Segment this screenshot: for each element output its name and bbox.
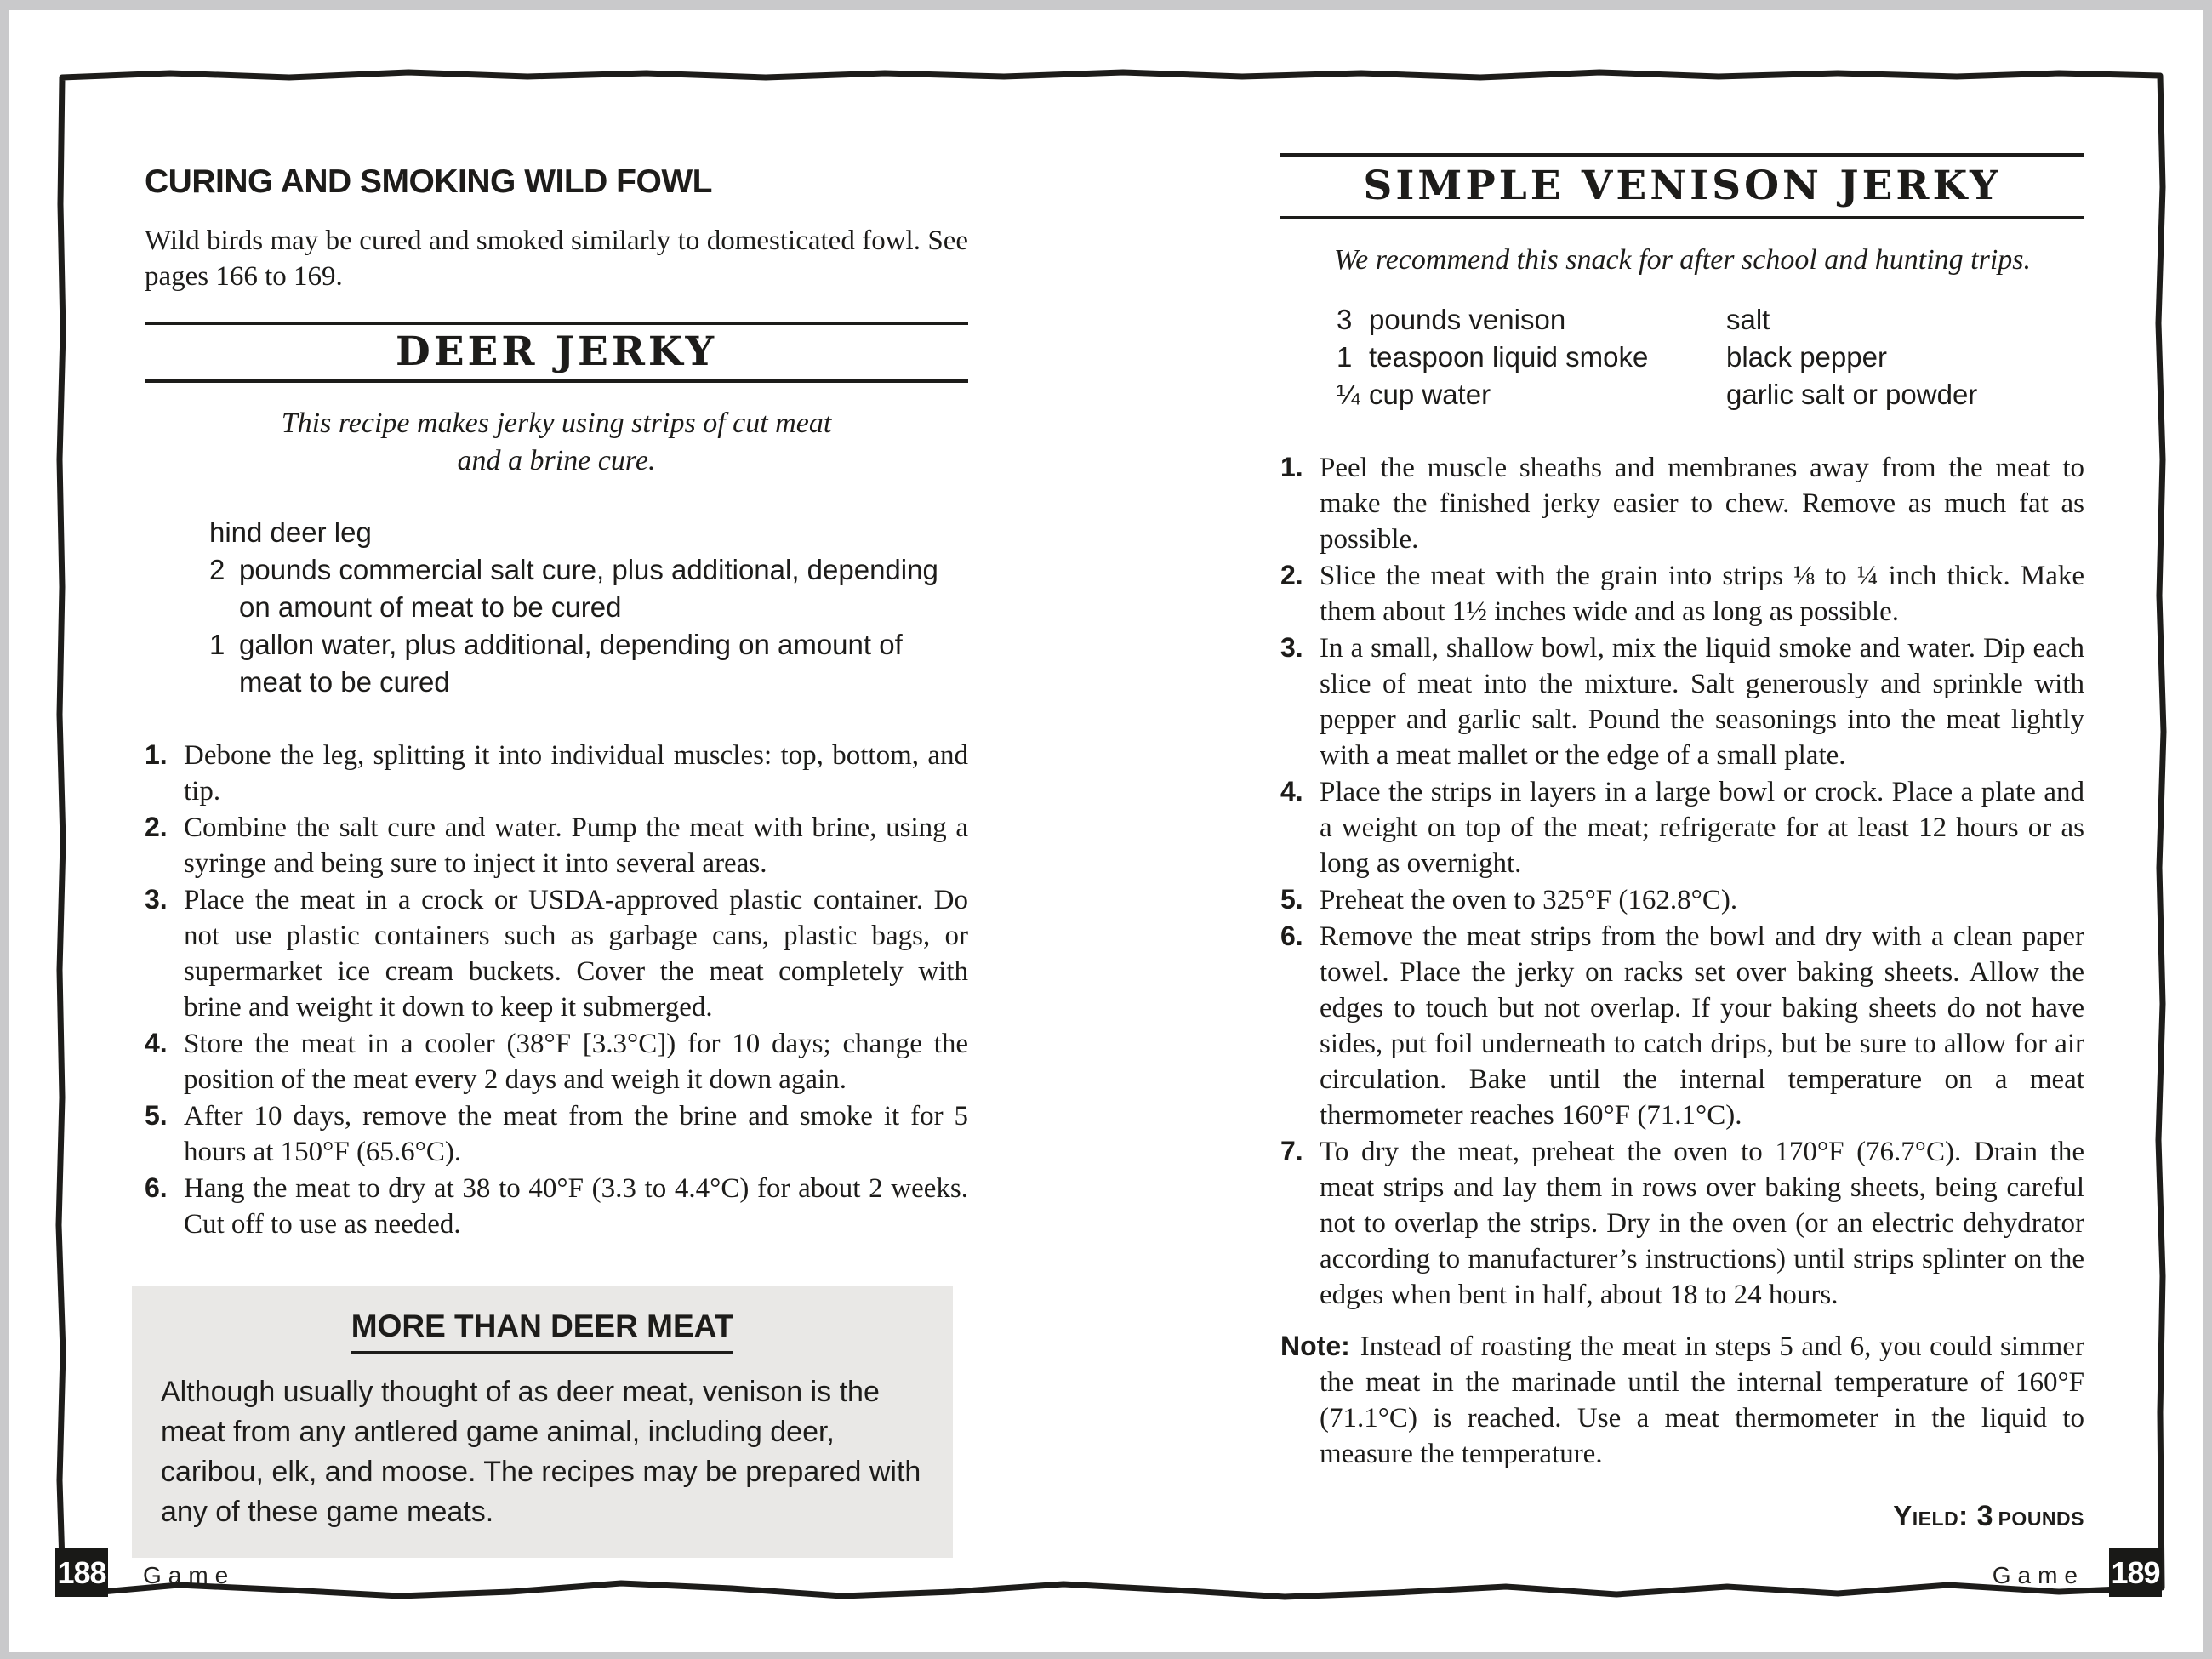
section-intro-paragraph: Wild birds may be cured and smoked similarly to domesticated fowl. See pages 166 to 169.	[145, 225, 968, 292]
recipe-step	[1280, 449, 2084, 557]
recipe-step	[145, 1170, 968, 1242]
recipe-step	[1280, 881, 2084, 918]
step-text: Place the strips in layers in a large bowl or crock. Place a plate and a weight on top of the meat; refrigerate for at least 12 hours or as long as overnight.	[1320, 777, 2084, 879]
recipe-step	[145, 737, 968, 809]
ingredient-quantity: ¼	[1337, 379, 1360, 410]
recipe-step	[1280, 1133, 2084, 1313]
recipe-note	[1280, 1328, 2084, 1472]
recipe-subtitle	[1280, 242, 2084, 279]
step-number: 5.	[1280, 884, 1303, 915]
ingredient-text: hind deer leg	[209, 516, 372, 548]
ingredient-text: cup water	[1369, 379, 1491, 410]
step-number: 6.	[145, 1172, 168, 1203]
ingredient-row	[145, 626, 968, 701]
section-heading: CURING AND SMOKING WILD FOWL	[145, 163, 712, 200]
step-number: 3.	[1280, 632, 1303, 663]
yield-unit: pounds	[1998, 1500, 2084, 1531]
ingredient-list	[145, 514, 968, 701]
right-page-column	[1280, 153, 2084, 1533]
recipe-step	[145, 1025, 968, 1097]
step-text: Combine the salt cure and water. Pump the meat with brine, using a syringe and being sure to inject it into several areas.	[184, 812, 968, 879]
step-number: 6.	[1280, 921, 1303, 951]
ingredient-row	[1280, 339, 2084, 376]
ingredient-text: pounds commercial salt cure, plus additional, depending on amount of meat to be cured	[239, 554, 938, 623]
ingredient-text: salt	[1726, 304, 1770, 335]
note-label: Note:	[1280, 1331, 1350, 1361]
recipe-steps	[145, 737, 968, 1242]
step-text: Preheat the oven to 325°F (162.8°C).	[1320, 885, 1738, 915]
step-text: Remove the meat strips from the bowl and dry with a clean paper towel. Place the jerky on racks set over baking sheets. Allow the edges to touch but not overlap. If your baking sheets do not have sides, put foil underneath to catch drips, but be sure to allow for air circulation. Bake until the internal temperature on a meat thermometer reaches 160°F (71.1°C).	[1320, 921, 2084, 1131]
step-number: 4.	[1280, 776, 1303, 807]
step-number: 1.	[1280, 452, 1303, 482]
step-number: 1.	[145, 739, 168, 770]
recipe-step	[1280, 557, 2084, 630]
recipe-title-rule-block	[1280, 153, 2084, 219]
recipe-step	[145, 809, 968, 881]
ingredient-row	[1280, 376, 2084, 413]
yield-label: Yield:	[1893, 1500, 1969, 1531]
step-number: 4.	[145, 1028, 168, 1058]
recipe-subtitle-line: We recommend this snack for after school and hunting trips.	[1333, 244, 2032, 276]
ingredient-row	[1280, 301, 2084, 339]
sidebar-box-title: MORE THAN DEER MEAT	[351, 1308, 733, 1354]
step-text: Place the meat in a crock or USDA-approved plastic container. Do not use plastic containers such as garbage cans, plastic bags, or supermarket ice cream buckets. Cover the meat completely with brine and weight it down to keep it submerged.	[184, 885, 968, 1023]
ingredient-text: black pepper	[1726, 341, 1887, 373]
ingredient-text: garlic salt or powder	[1726, 379, 1978, 410]
sidebar-box-title-wrap	[161, 1308, 924, 1354]
yield-amount: 3	[1976, 1500, 1993, 1532]
recipe-step	[1280, 773, 2084, 881]
recipe-subtitle-line: and a brine cure.	[457, 445, 656, 476]
recipe-step	[145, 881, 968, 1025]
step-number: 2.	[1280, 560, 1303, 590]
ingredient-row	[145, 551, 968, 626]
recipe-steps	[1280, 449, 2084, 1313]
ingredient-quantity: 1	[209, 629, 225, 660]
recipe-step	[1280, 630, 2084, 773]
recipe-step	[145, 1097, 968, 1170]
step-text: Debone the leg, splitting it into individual muscles: top, bottom, and tip.	[184, 740, 968, 807]
ingredient-list	[1280, 301, 2084, 413]
step-text: Store the meat in a cooler (38°F [3.3°C]) for 10 days; change the position of the meat every 2 days and weigh it down again.	[184, 1029, 968, 1095]
page-number-badge-left: 188	[55, 1548, 108, 1597]
recipe-title-rule-block	[145, 322, 968, 383]
sidebar-info-box	[132, 1286, 953, 1558]
step-text: Hang the meat to dry at 38 to 40°F (3.3 to 4.4°C) for about 2 weeks. Cut off to use as needed.	[184, 1173, 968, 1240]
ingredient-text: pounds venison	[1369, 304, 1566, 335]
step-text: Slice the meat with the grain into strips ⅛ to ¼ inch thick. Make them about 1½ inches wide and as long as possible.	[1320, 561, 2084, 627]
step-number: 7.	[1280, 1136, 1303, 1166]
recipe-step	[1280, 918, 2084, 1133]
note-text: Instead of roasting the meat in steps 5 and 6, you could simmer the meat in the marinade until the internal temperature of 160°F (71.1°C) is reached. Use a meat thermometer in the liquid to measure the temperature.	[1320, 1331, 2084, 1469]
ingredient-row	[145, 514, 968, 551]
ingredient-quantity: 3	[1337, 304, 1353, 335]
step-text: Peel the muscle sheaths and membranes away from the meat to make the finished jerky easier to chew. Remove as much fat as possible.	[1320, 453, 2084, 555]
step-number: 3.	[145, 884, 168, 915]
step-text: After 10 days, remove the meat from the brine and smoke it for 5 hours at 150°F (65.6°C).	[184, 1101, 968, 1167]
yield-line	[1280, 1500, 2084, 1533]
recipe-title: SIMPLE VENISON JERKY	[1363, 162, 2002, 209]
left-page-column	[145, 163, 968, 1558]
running-footer-left: Game	[143, 1562, 236, 1588]
recipe-subtitle-line: This recipe makes jerky using strips of cut meat	[281, 408, 832, 439]
ingredient-text: teaspoon liquid smoke	[1369, 341, 1649, 373]
step-number: 2.	[145, 812, 168, 842]
running-footer-right: Game	[1992, 1562, 2084, 1588]
ingredient-quantity: 2	[209, 554, 225, 585]
recipe-title: DEER JERKY	[395, 328, 718, 375]
step-number: 5.	[145, 1100, 168, 1131]
page-number-badge-right: 189	[2109, 1548, 2162, 1597]
ingredient-text: gallon water, plus additional, depending on amount of meat to be cured	[239, 629, 903, 698]
recipe-subtitle	[145, 405, 968, 480]
step-text: To dry the meat, preheat the oven to 170°F (76.7°C). Drain the meat strips and lay them in rows over baking sheets, being careful not to overlap the strips. Dry in the oven (or an electric dehydrator according to manufacturer’s instructions) until strips splinter on the edges when bent in half, about 18 to 24 hours.	[1320, 1137, 2084, 1310]
ingredient-quantity: 1	[1337, 341, 1353, 373]
sidebar-box-body: Although usually thought of as deer meat, venison is the meat from any antlered game animal, including deer, caribou, elk, and moose. The recipes may be prepared with any of these game meats.	[161, 1376, 921, 1528]
step-text: In a small, shallow bowl, mix the liquid smoke and water. Dip each slice of meat into the mixture. Salt generously and sprinkle with pepper and garlic salt. Pound the seasonings into the meat lightly with a meat mallet or the edge of a small plate.	[1320, 633, 2084, 771]
